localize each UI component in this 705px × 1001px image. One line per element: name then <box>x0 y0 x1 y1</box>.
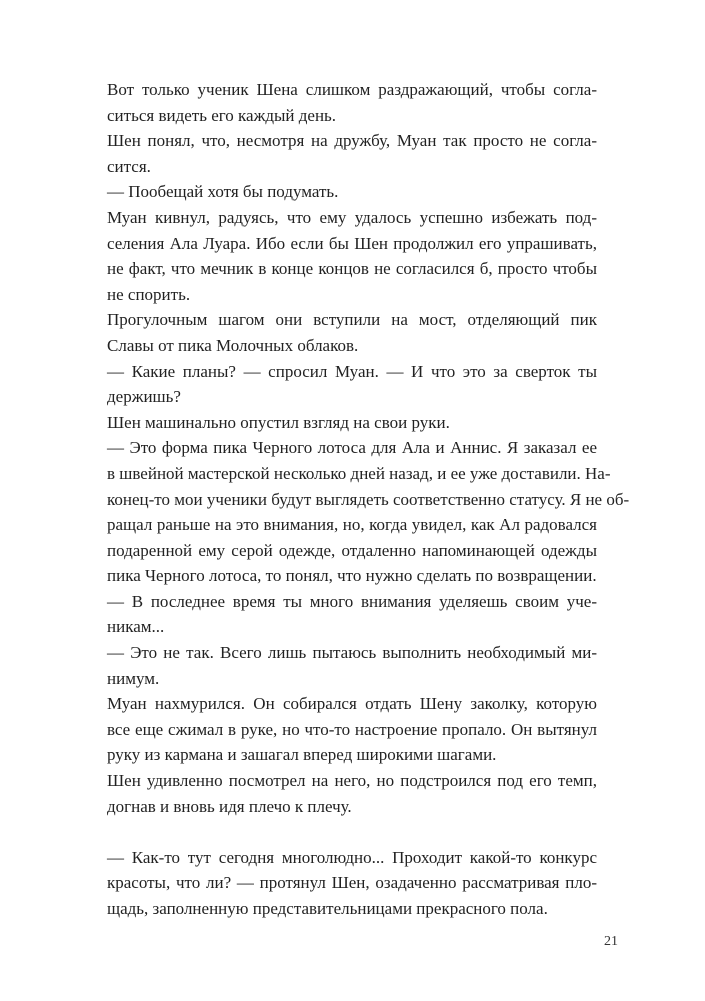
text-line: догнав и вновь идя плечо к плечу. <box>107 796 352 816</box>
paragraph <box>107 845 597 922</box>
text-line: щадь, заполненную представительницами прекрасного пола. <box>107 899 548 918</box>
paragraph <box>107 179 597 205</box>
text-line: все еще сжимал в руке, но что-то настроение пропало. Он вытянул <box>107 719 597 739</box>
text-line: конец-то мои ученики будут выглядеть соответственно статусу. Я не об- <box>107 489 630 509</box>
page-number: 21 <box>604 934 618 949</box>
text-line: пика Черного лотоса, то понял, что нужно сделать по возвращении. <box>107 566 597 586</box>
text-line: Шен удивленно посмотрел на него, но подстроился под его темп, <box>107 771 597 791</box>
paragraph <box>107 768 597 819</box>
text-line: руку из кармана и зашагал вперед широкими шагами. <box>107 745 497 765</box>
paragraph <box>107 589 597 640</box>
paragraph <box>107 77 597 128</box>
text-line: Муан кивнул, радуясь, что ему удалось успешно избежать под- <box>107 207 597 227</box>
paragraph <box>107 307 597 358</box>
text-line: ращал раньше на это внимания, но, когда увидел, как Ал радовался <box>107 515 597 535</box>
paragraph <box>107 205 597 307</box>
paragraph <box>107 410 597 436</box>
text-line: — Это не так. Всего лишь пытаюсь выполнить необходимый ми- <box>107 643 597 663</box>
text-line: — Это форма пика Черного лотоса для Ала и Аннис. Я заказал ее <box>107 438 597 458</box>
paragraph <box>107 640 597 691</box>
text-line: не спорить. <box>107 284 191 304</box>
text-line: нимум. <box>107 668 160 688</box>
text-line: — Как-то тут сегодня многолюдно... Проходит какой-то конкурс <box>107 847 597 867</box>
text-line: Прогулочным шагом они вступили на мост, отделяющий пик <box>107 310 597 330</box>
text-line: подаренной ему серой одежде, отдаленно напоминающей одежды <box>107 540 597 560</box>
paragraph <box>107 359 597 410</box>
paragraph <box>107 691 597 768</box>
text-line: — Какие планы? — спросил Муан. — И что это за сверток ты <box>107 361 597 381</box>
text-line: селения Ала Луара. Ибо если бы Шен продолжил его упрашивать, <box>107 233 597 253</box>
text-line: Шен понял, что, несмотря на дружбу, Муан так просто не согла- <box>107 131 597 151</box>
text-line: ситься видеть его каждый день. <box>107 105 337 125</box>
text-line: — В последнее время ты много внимания уделяешь своим уче- <box>107 591 597 611</box>
text-line: не факт, что мечник в конце концов не согласился б, просто чтобы <box>107 259 597 279</box>
text-line: никам... <box>107 617 165 637</box>
paragraph <box>107 435 630 589</box>
text-line: Вот только ученик Шена слишком раздражающий, чтобы согла- <box>107 80 597 99</box>
text-block <box>107 77 630 819</box>
section-break <box>107 819 597 845</box>
text-line: — Пообещай хотя бы подумать. <box>107 182 339 202</box>
page-body <box>107 77 630 922</box>
text-line: сится. <box>107 156 151 176</box>
text-line: Шен машинально опустил взгляд на свои руки. <box>107 412 450 432</box>
text-block-after-break <box>107 845 597 922</box>
text-line: в швейной мастерской несколько дней назад, и ее уже доставили. На- <box>107 463 611 483</box>
text-line: красоты, что ли? — протянул Шен, озадаченно рассматривая пло- <box>107 873 597 893</box>
text-line: Славы от пика Молочных облаков. <box>107 335 359 355</box>
paragraph <box>107 128 597 179</box>
text-line: Муан нахмурился. Он собирался отдать Шену заколку, которую <box>107 694 597 714</box>
text-line: держишь? <box>107 387 181 407</box>
